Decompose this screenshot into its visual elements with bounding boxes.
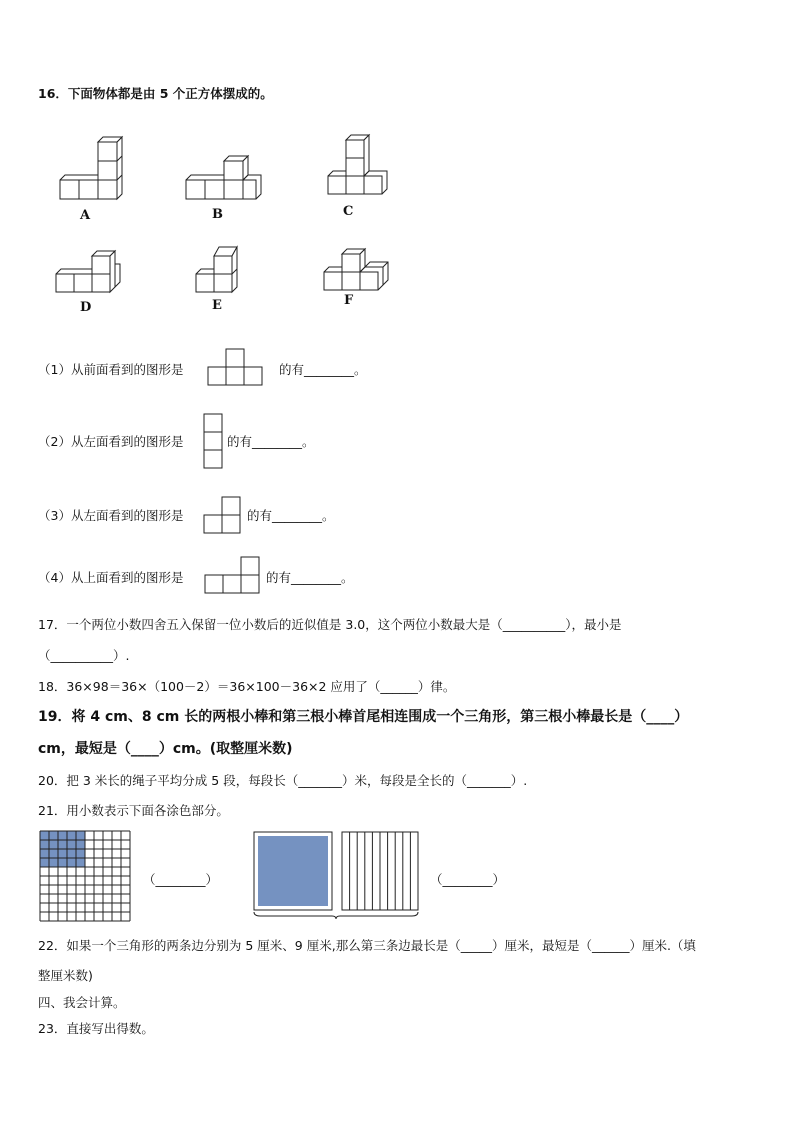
q19-line2: cm，最短是（____）cm。(取整厘米数) (38, 741, 293, 757)
cube-figure-e (194, 244, 244, 296)
q18-text: 18．36×98＝36×（100－2）＝36×100－36×2 应用了（______）律。 (38, 679, 456, 694)
cube-figure-f (322, 248, 392, 294)
q16-sub2-answer[interactable]: 的有________。 (227, 434, 315, 449)
q16-title: 16．下面物体都是由 5 个正方体摆成的。 (38, 86, 273, 101)
figure-label-f: F (344, 293, 354, 308)
whole-square-shaded (258, 836, 328, 906)
cube-figure-d (54, 250, 126, 296)
q21-blank2[interactable]: （________） (430, 872, 506, 887)
section-4-heading: 四、我会计算。 (38, 995, 126, 1010)
q16-sub4-answer[interactable]: 的有________。 (266, 570, 354, 585)
q16-sub2-prompt: （2）从左面看到的图形是 (38, 434, 184, 449)
q16-sub4-prompt: （4）从上面看到的图形是 (38, 570, 184, 585)
q23-text: 23．直接写出得数。 (38, 1021, 154, 1036)
decimal-squares (252, 830, 422, 920)
view-shape-top (204, 556, 264, 596)
brace (254, 912, 418, 919)
view-shape-left-column (202, 412, 226, 470)
view-shape-front (207, 348, 265, 388)
q21-title: 21．用小数表示下面各涂色部分。 (38, 803, 229, 818)
figure-label-e: E (212, 298, 222, 313)
q19-line1: 19．将 4 cm、8 cm 长的两根小棒和第三根小棒首尾相连围成一个三角形，第三根小棒最长是（____） (38, 709, 689, 725)
q16-sub1-prompt: （1）从前面看到的图形是 (38, 362, 184, 377)
q22-line1: 22．如果一个三角形的两条边分别为 5 厘米、9 厘米,那么第三条边最长是（_____）厘米，最短是（______）厘米.（填 (38, 938, 696, 953)
q16-sub1-answer[interactable]: 的有________。 (279, 362, 367, 377)
figure-label-d: D (80, 300, 92, 315)
q16-sub3-answer[interactable]: 的有________。 (247, 508, 335, 523)
q20-text: 20．把 3 米长的绳子平均分成 5 段，每段长（_______）米，每段是全长的（_______）. (38, 773, 528, 788)
q21-blank1[interactable]: （________） (143, 872, 219, 887)
hundred-grid (39, 830, 135, 922)
cube-figure-c (326, 138, 390, 200)
cube-figure-b (184, 158, 264, 202)
figure-label-c: C (343, 204, 354, 219)
q17-line2: （__________）. (38, 648, 130, 663)
q17-line1: 17．一个两位小数四舍五入保留一位小数后的近似值是 3.0，这个两位小数最大是（__________），最小是 (38, 617, 622, 632)
figure-label-b: B (212, 207, 223, 222)
view-shape-left-l (203, 496, 245, 536)
cube-figure-a (58, 140, 128, 205)
q16-sub3-prompt: （3）从左面看到的图形是 (38, 508, 184, 523)
q22-line2: 整厘米数) (38, 968, 93, 983)
figure-label-a: A (80, 208, 91, 223)
